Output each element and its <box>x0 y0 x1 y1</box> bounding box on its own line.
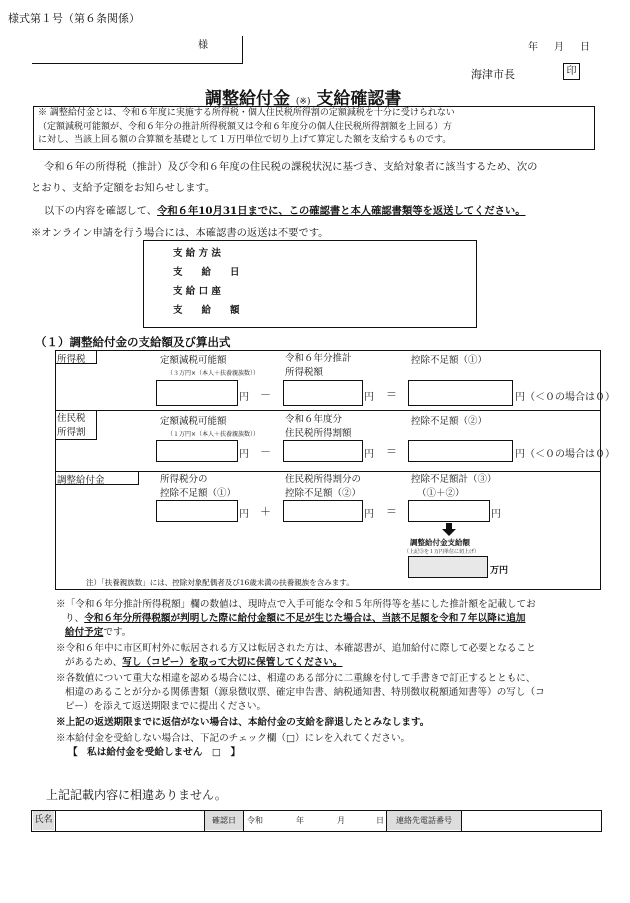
col-fixed-reduction-note: （３万円×（本人＋扶養親族数）） <box>167 370 260 377</box>
resident-reduction-input[interactable] <box>156 440 238 462</box>
calc-footnote: 注）「扶養親族数」には、控除対象配偶者及び16歳未満の扶養親族を含みます。 <box>86 578 354 587</box>
col-estimated-tax-line1: 令和６年分推計 <box>285 353 352 364</box>
payment-amount-result <box>408 556 488 578</box>
definition-line: （定額減税可能額が、令和６年分の推計所得税額又は令和６年度分の個人住民税所得割額を上回る）方 <box>38 121 453 132</box>
col-resident-shortfall <box>285 473 361 501</box>
col-resident-tax-line2: 住民税所得割額 <box>285 428 352 439</box>
col-resident-shortfall-line1: 住民税所得割分の <box>285 474 362 485</box>
yen-unit: 円 <box>239 509 249 520</box>
equals-sign: ＝ <box>386 388 397 401</box>
decline-checkbox-line[interactable]: 【 私は給付金を受給しません □ 】 <box>68 747 241 758</box>
title-mark: (※) <box>295 97 311 107</box>
note-emphasis: 令和６年分所得税額が判明した際に給付金額に不足が生じた場合は、当該不足額を令和７年以降に追加 <box>84 613 526 624</box>
negative-note: 円（＜０の場合は０） <box>515 449 615 460</box>
col-shortfall-total-line1: 控除不足額計（③） <box>411 474 497 485</box>
note-line: ※各数値について重大な相違を認める場合には、相違のある部分に二重線を付して手書きで訂正するとともに、 <box>56 673 536 684</box>
col-shortfall-total-line2: （①＋②） <box>417 488 465 499</box>
intro-line: とおり、支給予定額をお知らせします。 <box>31 182 216 194</box>
row-label-resident-tax-line1: 住民税 <box>57 413 86 424</box>
col-shortfall-2: 控除不足額（②） <box>411 416 488 427</box>
note-line <box>65 626 131 639</box>
shortfall-2-input[interactable] <box>408 440 513 462</box>
payment-account-label: 支 給 口 座 <box>173 286 221 297</box>
name-label: 氏名 <box>33 811 54 830</box>
yen-unit: 円 <box>364 449 374 460</box>
return-instruction <box>44 202 526 217</box>
return-deadline: 令和６年10月31日までに、この確認書と本人確認書類等を返送してください。 <box>157 205 526 217</box>
note-text: があるため、 <box>65 657 123 668</box>
confirm-statement: 上記記載内容に相違ありません。 <box>46 788 227 802</box>
name-field[interactable] <box>56 811 204 830</box>
note-line: ※令和６年中に市区町村外に転居される方又は転居された方は、本確認書が、追加給付に際して必要となること <box>56 643 536 654</box>
yen-unit: 円 <box>364 392 374 403</box>
note-line <box>65 612 526 625</box>
year-label: 年 <box>296 816 304 825</box>
addressee-line <box>32 63 242 64</box>
online-note: ※オンライン申請を行う場合には、本確認書の返送は不要です。 <box>31 227 329 239</box>
return-instruction-plain: 以下の内容を確認して、 <box>44 205 158 217</box>
note-line: ※「令和６年分推計所得税額」欄の数値は、現時点で入手可能な令和５年所得等を基にした推計額を記載してお <box>56 599 536 610</box>
resident-shortfall-input[interactable] <box>283 500 363 522</box>
fixed-reduction-input[interactable] <box>156 380 238 406</box>
col-resident-shortfall-line2: 控除不足額（②） <box>285 488 362 499</box>
note-emphasis: 写し（コピー）を取って大切に保管してください。 <box>122 657 343 668</box>
cell-divider <box>243 810 244 832</box>
col-income-shortfall <box>160 473 236 501</box>
result-label: 調整給付金支給額 <box>410 538 470 547</box>
yen-unit: 円 <box>491 509 501 520</box>
seal-stamp: 印 <box>563 63 580 80</box>
note-emphasis: 給付予定 <box>65 627 104 638</box>
era-label: 令和 <box>247 816 263 825</box>
note-line: ※本給付金を受給しない場合は、下記のチェック欄（□）にレを入れてください。 <box>56 733 411 744</box>
col-estimated-tax <box>285 352 352 380</box>
issue-date: 年 月 日 <box>528 42 593 53</box>
col-shortfall-1: 控除不足額（①） <box>411 355 488 366</box>
month-label: 月 <box>337 816 345 825</box>
title-rest: 支給確認書 <box>316 89 402 109</box>
confirm-date-label: 確認日 <box>205 811 243 830</box>
form-number: 様式第１号（第６条関係） <box>8 12 140 25</box>
equals-sign: ＝ <box>386 445 397 458</box>
col-fixed-reduction: 定額減税可能額 <box>160 416 227 427</box>
col-income-shortfall-line2: 控除不足額（①） <box>160 488 237 499</box>
payment-method-label: 支 給 方 法 <box>173 248 221 259</box>
shortfall-total-input[interactable] <box>408 500 490 522</box>
negative-note: 円（＜０の場合は０） <box>515 392 615 403</box>
addressee-divider <box>242 36 243 64</box>
yen-unit: 円 <box>239 449 249 460</box>
payment-amount-label: 支 給 額 <box>173 305 240 316</box>
phone-field[interactable] <box>462 811 600 830</box>
row-label-income-tax: 所得税 <box>57 354 86 365</box>
col-estimated-tax-line2: 所得税額 <box>285 367 324 378</box>
title-main: 調整給付金 <box>205 89 290 109</box>
row-label-resident-tax-line2: 所得割 <box>57 427 86 438</box>
note-line: 相違のあることが分かる関係書類（源泉徴収票、確定申告書、納税通知書、特別徴収税額通知書等）の写し（コ <box>65 687 545 698</box>
equals-sign: ＝ <box>386 505 397 518</box>
plus-sign: ＋ <box>260 505 271 518</box>
definition-text <box>38 107 455 148</box>
arrow-down-icon <box>441 523 457 537</box>
minus-sign: － <box>260 388 271 401</box>
addressee-suffix: 様 <box>198 40 208 51</box>
col-fixed-reduction-note: （１万円×（本人＋扶養親族数）） <box>167 431 260 438</box>
calc-section-title: （１）調整給付金の支給額及び算出式 <box>35 335 231 349</box>
row-label-resident-tax <box>57 412 86 440</box>
note-text: り、 <box>65 613 85 624</box>
payment-date-label: 支 給 日 <box>173 267 240 278</box>
estimated-tax-input[interactable] <box>283 380 363 406</box>
col-resident-tax <box>285 413 352 441</box>
definition-line: ※ 調整給付金とは、令和６年度に実施する所得税・個人住民税所得割の定額減税を十分に受けられない <box>38 108 455 118</box>
yen-unit: 円 <box>239 392 249 403</box>
col-shortfall-total <box>411 473 497 501</box>
resident-tax-input[interactable] <box>283 440 363 462</box>
note-line: ピー）を添えて返送期限までに提出ください。 <box>65 701 267 712</box>
result-note: （上記③を１万円単位に切上げ） <box>404 549 480 555</box>
note-line: ※上記の返送期限までに返信がない場合は、本給付金の支給を辞退したとみなします。 <box>56 717 430 728</box>
day-label: 日 <box>376 816 384 825</box>
definition-line: に対し、当該上回る額の合算額を基礎として１万円単位で切り上げて算定した額を支給するものです。 <box>38 135 452 145</box>
shortfall-1-input[interactable] <box>408 380 513 406</box>
minus-sign: － <box>260 445 271 458</box>
calc-divider <box>55 410 601 411</box>
issuer-name: 海津市長 <box>471 68 515 81</box>
notes-section <box>56 598 604 778</box>
intro-line: 令和６年の所得税（推計）及び令和６年度の住民税の課税状況に基づき、支給対象者に該当するため、次の <box>44 161 538 173</box>
col-fixed-reduction: 定額減税可能額 <box>160 355 227 366</box>
row-label-adjustment: 調整給付金 <box>57 475 105 486</box>
man-yen-unit: 万円 <box>490 566 509 576</box>
col-resident-tax-line1: 令和６年度分 <box>285 414 343 425</box>
note-line <box>65 656 342 669</box>
phone-label: 連絡先電話番号 <box>387 811 461 830</box>
note-text: です。 <box>103 627 132 638</box>
yen-unit: 円 <box>364 509 374 520</box>
income-shortfall-input[interactable] <box>156 500 238 522</box>
col-income-shortfall-line1: 所得税分の <box>160 474 208 485</box>
